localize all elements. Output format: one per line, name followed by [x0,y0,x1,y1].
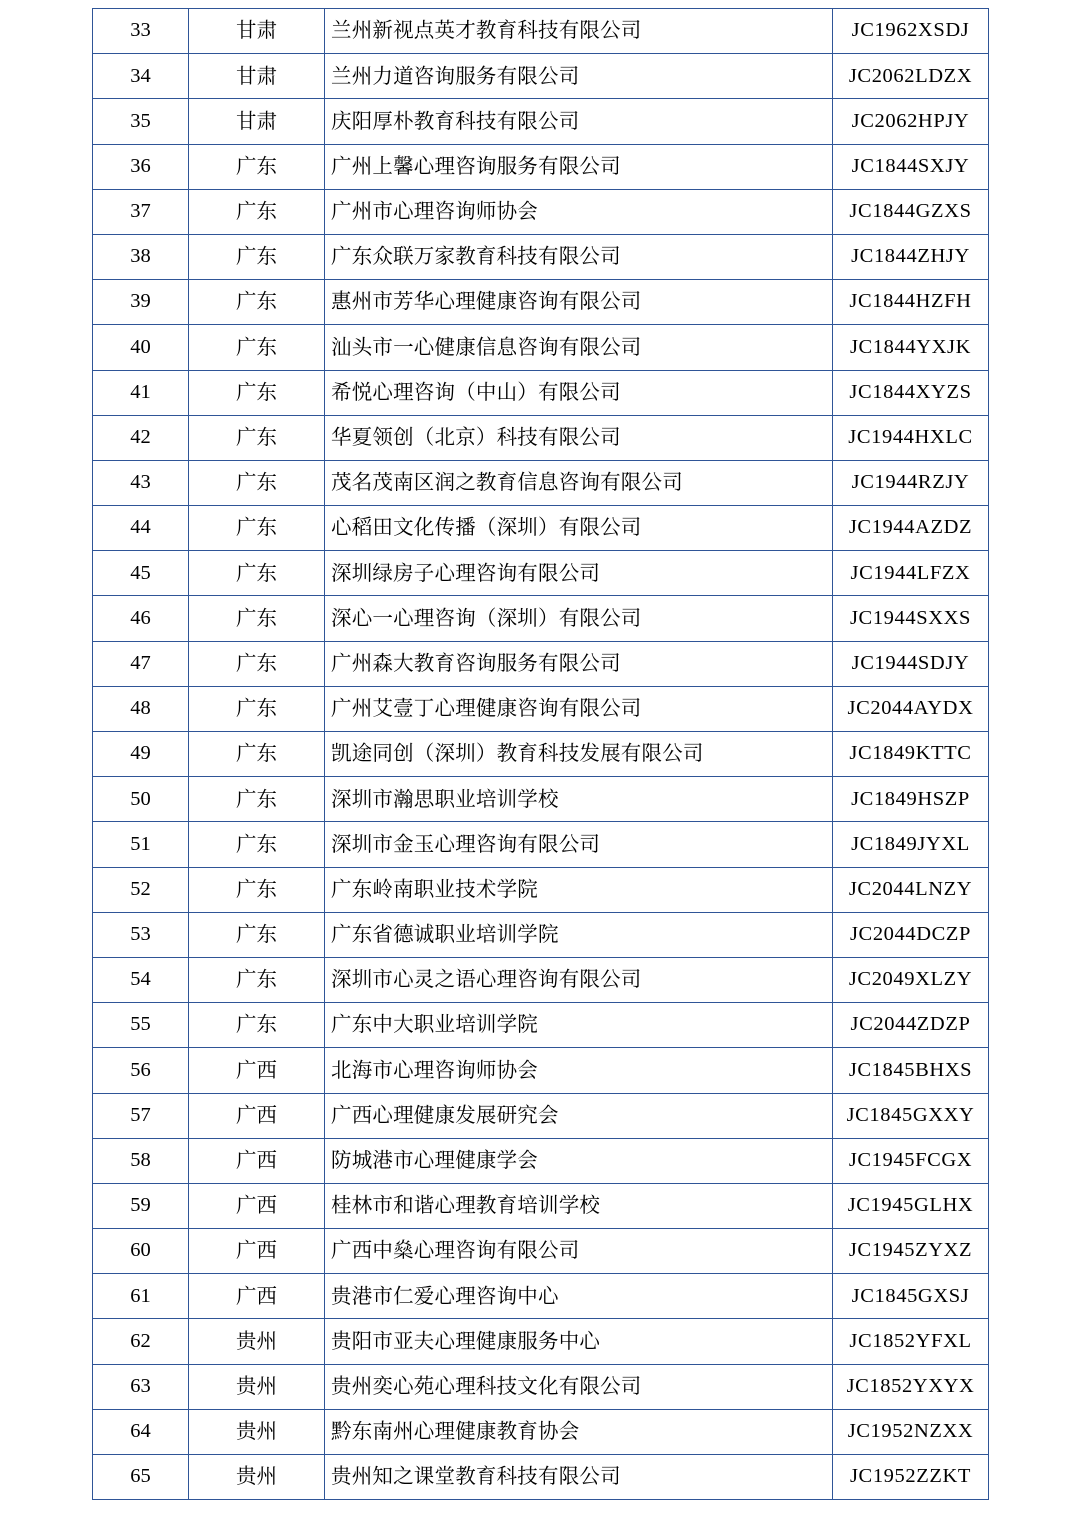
cell-organization-name: 华夏领创（北京）科技有限公司 [325,415,833,460]
cell-code: JC1845BHXS [833,1048,989,1093]
cell-index: 63 [93,1364,189,1409]
cell-organization-name: 汕头市一心健康信息咨询有限公司 [325,325,833,370]
cell-organization-name: 惠州市芳华心理健康咨询有限公司 [325,280,833,325]
cell-code: JC1944SDJY [833,641,989,686]
cell-region: 广东 [189,144,325,189]
cell-organization-name: 深圳市心灵之语心理咨询有限公司 [325,957,833,1002]
cell-index: 41 [93,370,189,415]
table-row [93,460,989,505]
cell-organization-name: 庆阳厚朴教育科技有限公司 [325,99,833,144]
table-row [93,144,989,189]
cell-code: JC1945FCGX [833,1138,989,1183]
cell-region: 广东 [189,280,325,325]
table-row [93,234,989,279]
cell-region: 广西 [189,1048,325,1093]
cell-index: 48 [93,686,189,731]
cell-region: 广西 [189,1229,325,1274]
cell-index: 61 [93,1274,189,1319]
cell-index: 62 [93,1319,189,1364]
cell-code: JC1849JYXL [833,822,989,867]
cell-organization-name: 希悦心理咨询（中山）有限公司 [325,370,833,415]
cell-region: 广东 [189,641,325,686]
cell-region: 广东 [189,686,325,731]
cell-index: 38 [93,234,189,279]
table-row [93,189,989,234]
table-row [93,370,989,415]
table-row [93,551,989,596]
cell-index: 49 [93,732,189,777]
cell-region: 广西 [189,1093,325,1138]
cell-index: 60 [93,1229,189,1274]
cell-organization-name: 兰州新视点英才教育科技有限公司 [325,9,833,54]
cell-organization-name: 深心一心理咨询（深圳）有限公司 [325,596,833,641]
cell-code: JC2044LNZY [833,867,989,912]
cell-index: 44 [93,506,189,551]
cell-organization-name: 广东众联万家教育科技有限公司 [325,234,833,279]
cell-code: JC1945GLHX [833,1183,989,1228]
cell-index: 46 [93,596,189,641]
table-row [93,506,989,551]
cell-index: 52 [93,867,189,912]
cell-region: 广西 [189,1138,325,1183]
cell-code: JC1952NZXX [833,1409,989,1454]
cell-index: 57 [93,1093,189,1138]
table-row [93,1229,989,1274]
cell-organization-name: 贵州知之课堂教育科技有限公司 [325,1455,833,1500]
cell-organization-name: 广东中大职业培训学院 [325,1003,833,1048]
cell-code: JC1944LFZX [833,551,989,596]
table-row [93,822,989,867]
cell-region: 贵州 [189,1455,325,1500]
table-row [93,596,989,641]
cell-code: JC1844XYZS [833,370,989,415]
table-row [93,732,989,777]
table-row [93,1364,989,1409]
cell-index: 34 [93,54,189,99]
cell-region: 甘肃 [189,54,325,99]
table-body [93,9,989,1500]
registration-table [92,8,989,1500]
cell-code: JC1844ZHJY [833,234,989,279]
cell-organization-name: 广西中燊心理咨询有限公司 [325,1229,833,1274]
cell-organization-name: 贵阳市亚夫心理健康服务中心 [325,1319,833,1364]
cell-index: 53 [93,912,189,957]
table-row [93,325,989,370]
cell-index: 45 [93,551,189,596]
cell-code: JC2049XLZY [833,957,989,1002]
cell-region: 贵州 [189,1409,325,1454]
cell-code: JC1852YXYX [833,1364,989,1409]
cell-index: 59 [93,1183,189,1228]
cell-organization-name: 深圳市瀚思职业培训学校 [325,777,833,822]
cell-region: 广东 [189,1003,325,1048]
table-row [93,1455,989,1500]
cell-index: 36 [93,144,189,189]
cell-code: JC1945ZYXZ [833,1229,989,1274]
cell-code: JC1849KTTC [833,732,989,777]
cell-index: 47 [93,641,189,686]
cell-index: 54 [93,957,189,1002]
cell-organization-name: 桂林市和谐心理教育培训学校 [325,1183,833,1228]
cell-region: 甘肃 [189,9,325,54]
cell-organization-name: 深圳绿房子心理咨询有限公司 [325,551,833,596]
cell-region: 广西 [189,1274,325,1319]
cell-organization-name: 兰州力道咨询服务有限公司 [325,54,833,99]
cell-index: 51 [93,822,189,867]
cell-index: 55 [93,1003,189,1048]
cell-organization-name: 广州上馨心理咨询服务有限公司 [325,144,833,189]
cell-region: 广东 [189,822,325,867]
cell-region: 贵州 [189,1319,325,1364]
cell-code: JC1845GXSJ [833,1274,989,1319]
cell-code: JC1944HXLC [833,415,989,460]
cell-index: 65 [93,1455,189,1500]
cell-organization-name: 广东岭南职业技术学院 [325,867,833,912]
cell-code: JC1852YFXL [833,1319,989,1364]
cell-index: 58 [93,1138,189,1183]
cell-code: JC1845GXXY [833,1093,989,1138]
cell-code: JC1944RZJY [833,460,989,505]
table-row [93,1093,989,1138]
cell-index: 50 [93,777,189,822]
cell-code: JC2044ZDZP [833,1003,989,1048]
table-row [93,641,989,686]
table-row [93,1183,989,1228]
table-row [93,1274,989,1319]
cell-organization-name: 北海市心理咨询师协会 [325,1048,833,1093]
table-row [93,867,989,912]
cell-organization-name: 广西心理健康发展研究会 [325,1093,833,1138]
table-row [93,1138,989,1183]
cell-organization-name: 深圳市金玉心理咨询有限公司 [325,822,833,867]
cell-code: JC1844SXJY [833,144,989,189]
cell-organization-name: 贵州奕心苑心理科技文化有限公司 [325,1364,833,1409]
cell-region: 广东 [189,867,325,912]
cell-organization-name: 广州艾壹丁心理健康咨询有限公司 [325,686,833,731]
cell-region: 甘肃 [189,99,325,144]
cell-region: 广西 [189,1183,325,1228]
cell-index: 40 [93,325,189,370]
cell-region: 广东 [189,506,325,551]
cell-index: 33 [93,9,189,54]
cell-region: 广东 [189,370,325,415]
cell-index: 64 [93,1409,189,1454]
cell-organization-name: 贵港市仁爱心理咨询中心 [325,1274,833,1319]
cell-code: JC1944SXXS [833,596,989,641]
table-row [93,1048,989,1093]
cell-index: 43 [93,460,189,505]
cell-code: JC1844GZXS [833,189,989,234]
cell-code: JC2062HPJY [833,99,989,144]
cell-index: 39 [93,280,189,325]
table-row [93,686,989,731]
cell-code: JC1849HSZP [833,777,989,822]
cell-code: JC1952ZZKT [833,1455,989,1500]
cell-region: 广东 [189,551,325,596]
cell-code: JC1962XSDJ [833,9,989,54]
cell-organization-name: 心稻田文化传播（深圳）有限公司 [325,506,833,551]
cell-organization-name: 广州市心理咨询师协会 [325,189,833,234]
cell-index: 56 [93,1048,189,1093]
table-row [93,1003,989,1048]
table-row [93,9,989,54]
cell-index: 35 [93,99,189,144]
cell-code: JC1944AZDZ [833,506,989,551]
cell-region: 广东 [189,189,325,234]
cell-region: 广东 [189,415,325,460]
cell-region: 广东 [189,596,325,641]
cell-code: JC2062LDZX [833,54,989,99]
cell-organization-name: 黔东南州心理健康教育协会 [325,1409,833,1454]
cell-index: 42 [93,415,189,460]
cell-organization-name: 广州森大教育咨询服务有限公司 [325,641,833,686]
cell-code: JC1844YXJK [833,325,989,370]
cell-region: 贵州 [189,1364,325,1409]
cell-region: 广东 [189,234,325,279]
cell-organization-name: 防城港市心理健康学会 [325,1138,833,1183]
cell-region: 广东 [189,912,325,957]
table-row [93,957,989,1002]
table-row [93,1319,989,1364]
cell-organization-name: 广东省德诚职业培训学院 [325,912,833,957]
table-row [93,777,989,822]
cell-region: 广东 [189,460,325,505]
table-row [93,280,989,325]
table-row [93,415,989,460]
cell-region: 广东 [189,777,325,822]
table-row [93,54,989,99]
cell-organization-name: 茂名茂南区润之教育信息咨询有限公司 [325,460,833,505]
cell-region: 广东 [189,732,325,777]
cell-organization-name: 凯途同创（深圳）教育科技发展有限公司 [325,732,833,777]
cell-code: JC1844HZFH [833,280,989,325]
cell-code: JC2044AYDX [833,686,989,731]
cell-region: 广东 [189,325,325,370]
cell-region: 广东 [189,957,325,1002]
cell-index: 37 [93,189,189,234]
table-row [93,99,989,144]
table-row [93,912,989,957]
table-row [93,1409,989,1454]
cell-code: JC2044DCZP [833,912,989,957]
